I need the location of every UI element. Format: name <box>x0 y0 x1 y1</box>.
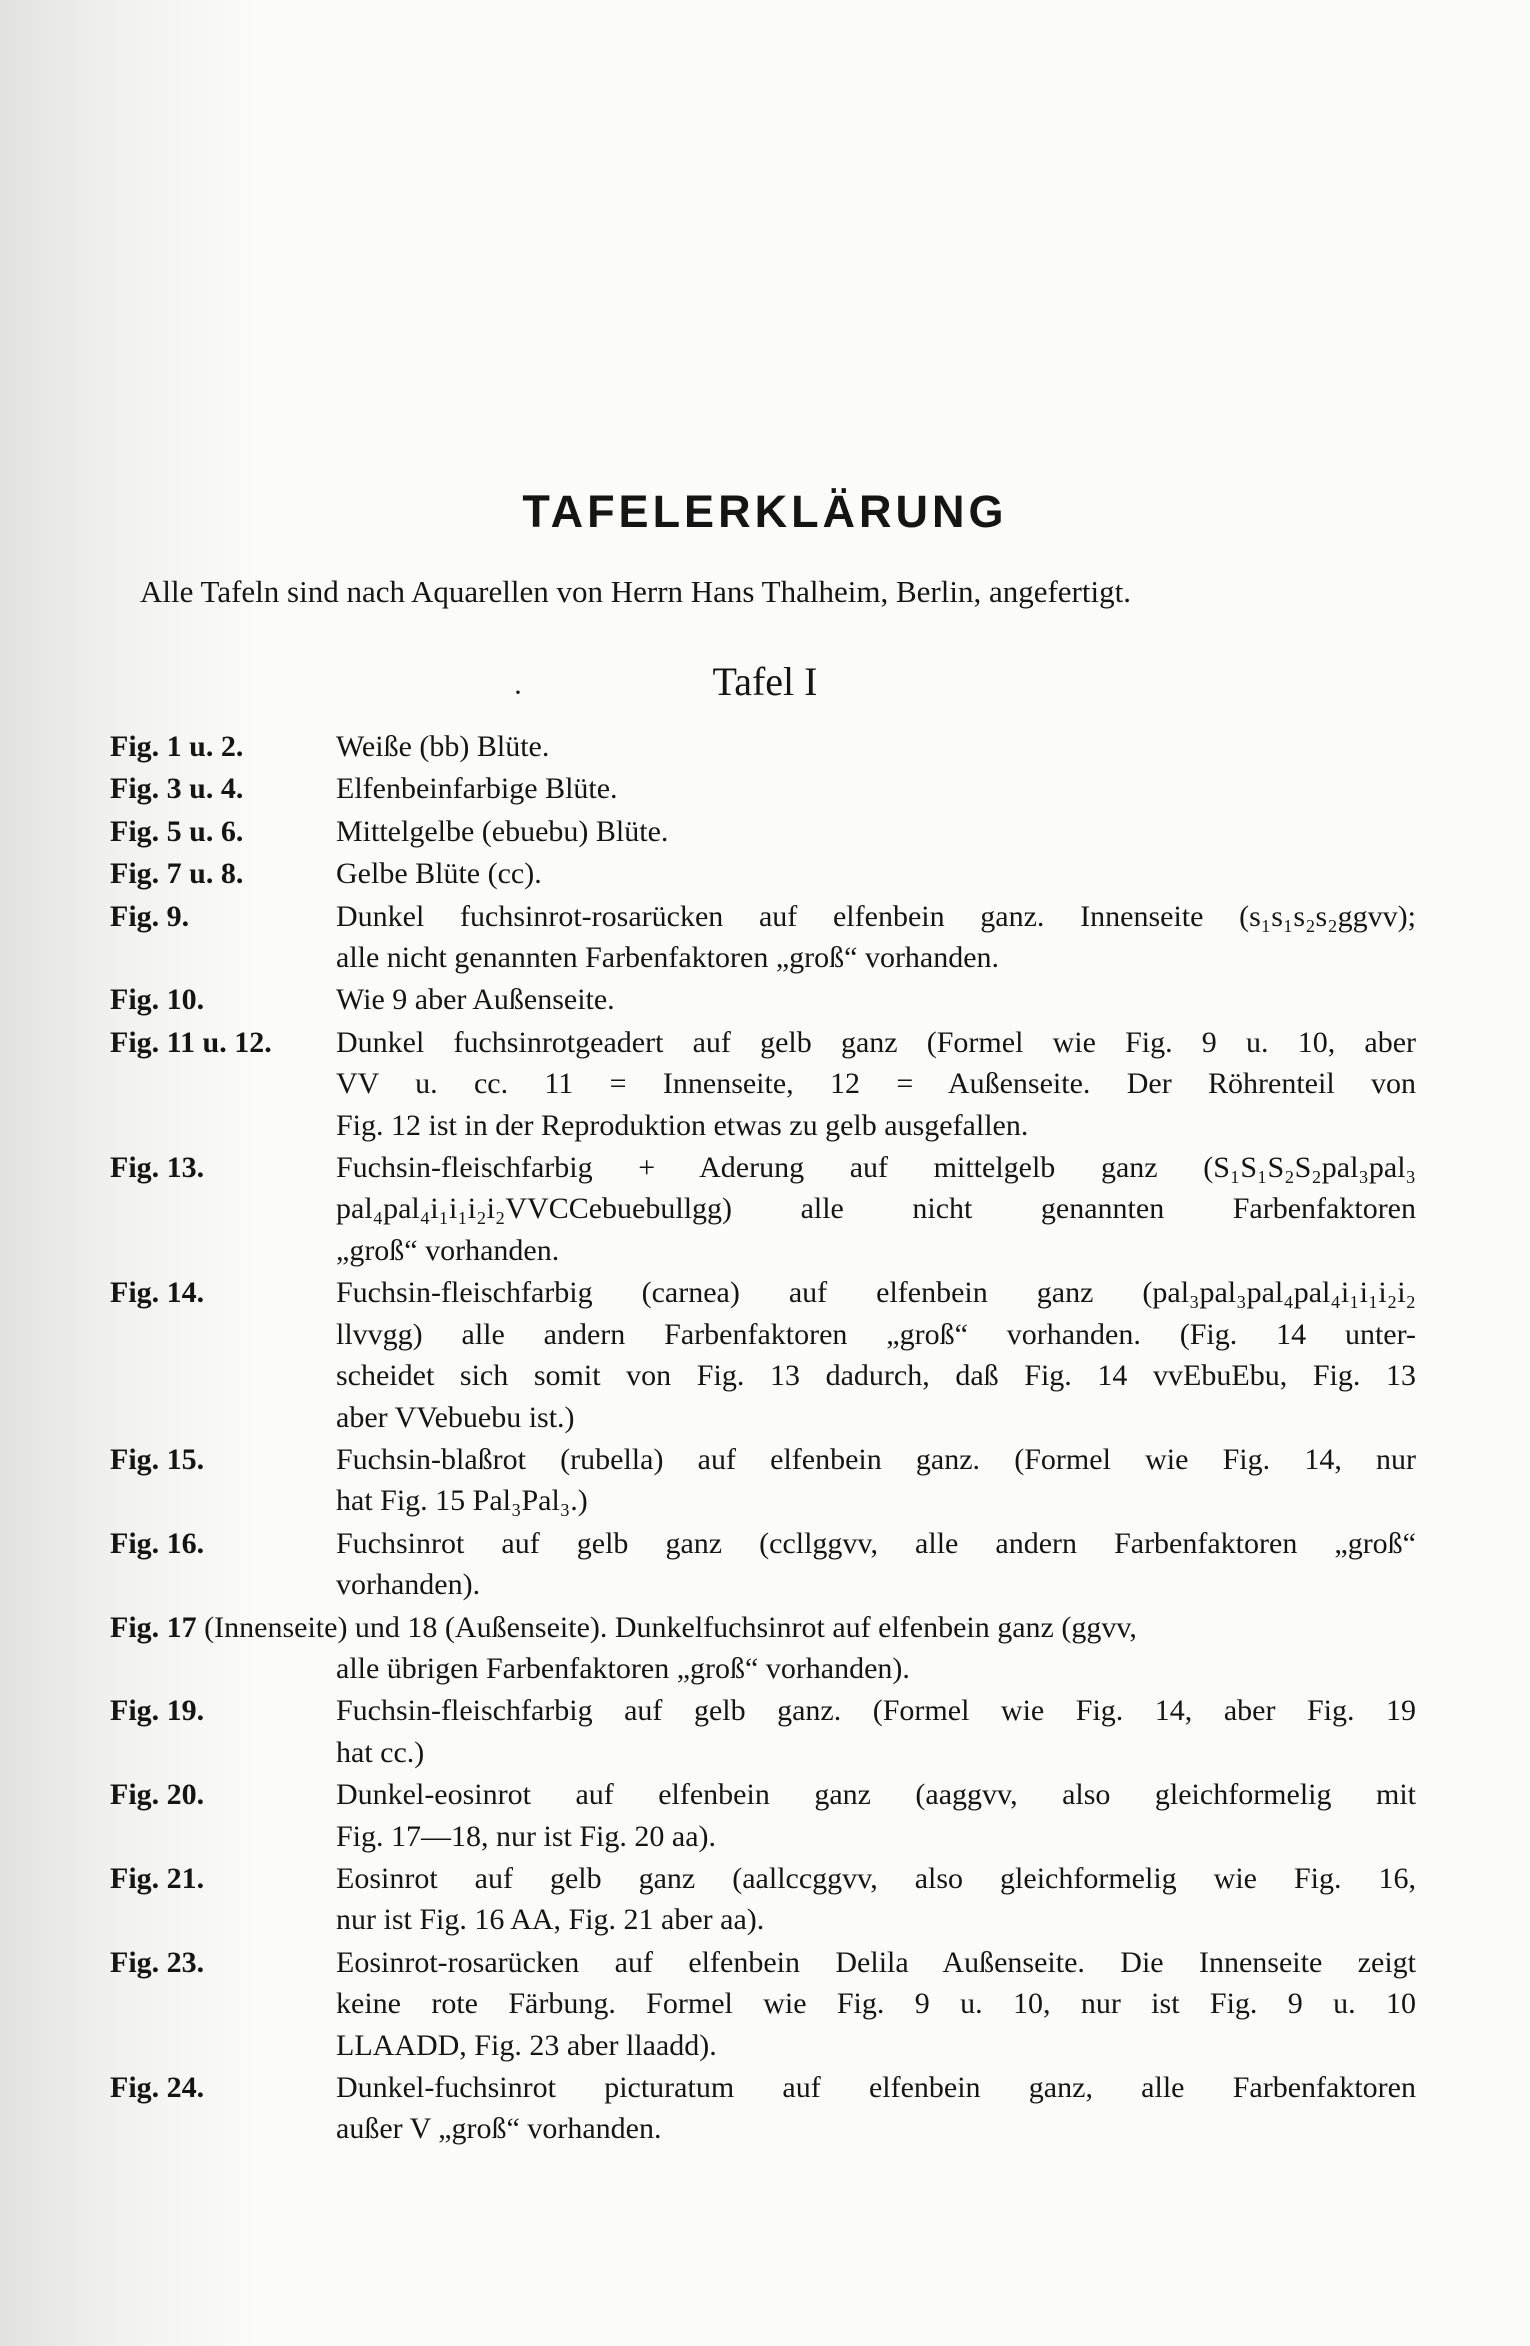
entry-text-line: VV u. cc. 11 = Innenseite, 12 = Außenseite. Der Röhrenteil von <box>336 1067 1416 1101</box>
figure-label: Fig. 15. <box>110 1442 205 1476</box>
figure-entry <box>0 1607 1530 1690</box>
entry-text-line: „groß“ vorhanden. <box>336 1233 560 1267</box>
entry-description <box>336 811 1416 852</box>
entry-text-line: Dunkel fuchsinrot-rosarücken auf elfenbein ganz. Innenseite (s₁s₁s₂s₂ggvv); <box>336 899 1416 933</box>
entry-text-line: Fuchsin-blaßrot (rubella) auf elfenbein ganz. (Formel wie Fig. 14, nur <box>336 1442 1416 1476</box>
entry-text-line: scheidet sich somit von Fig. 13 dadurch, daß Fig. 14 vvEbuEbu, Fig. 13 <box>336 1359 1416 1393</box>
entry-text-line: hat cc.) <box>336 1735 425 1769</box>
entry-text-line: Eosinrot-rosarücken auf elfenbein Delila Außenseite. Die Innenseite zeigt <box>336 1945 1416 1979</box>
figure-label: Fig. 23. <box>110 1945 205 1979</box>
figure-entry <box>0 1147 1530 1271</box>
stray-dot: · <box>513 676 523 709</box>
entry-text-line: Wie 9 aber Außenseite. <box>336 983 615 1017</box>
figure-entry <box>0 1774 1530 1857</box>
entry-text-line: keine rote Färbung. Formel wie Fig. 9 u. 10, nur ist Fig. 9 u. 10 <box>336 1987 1416 2021</box>
entry-description <box>336 853 1416 894</box>
entry-text-line: außer V „groß“ vorhanden. <box>336 2112 662 2146</box>
figure-label: Fig. 24. <box>110 2071 205 2104</box>
figure-label: Fig. 9. <box>110 899 190 933</box>
entry-description <box>336 2067 1416 2150</box>
figure-label: Fig. 7 u. 8. <box>110 857 244 891</box>
entry-text-line: Fuchsinrot auf gelb ganz (ccllggvv, alle andern Farbenfaktoren „groß“ <box>336 1526 1416 1560</box>
figure-entry <box>0 811 1530 852</box>
figure-label: Fig. 5 u. 6. <box>110 814 244 848</box>
entry-description <box>336 979 1416 1020</box>
entry-text: (Innenseite) und 18 (Außenseite). Dunkelfuchsinrot auf elfenbein ganz (ggvv, <box>196 1610 1137 1644</box>
figure-label: Fig. 20. <box>110 1778 205 1812</box>
entry-text-line: Dunkel-fuchsinrot picturatum auf elfenbein ganz, alle Farbenfaktoren <box>336 2071 1416 2104</box>
entry-text-line: llvvgg) alle andern Farbenfaktoren „groß“ vorhanden. (Fig. 14 unter- <box>336 1317 1416 1351</box>
figure-entry <box>0 1272 1530 1438</box>
figure-entry <box>0 1022 1530 1146</box>
entry-description <box>336 1648 1416 1689</box>
figure-legend-list <box>0 726 1530 2151</box>
figure-label: Fig. 10. <box>110 983 205 1017</box>
entry-description <box>336 1439 1416 1522</box>
entry-description <box>336 1147 1416 1271</box>
entry-description <box>336 1272 1416 1438</box>
entry-text-line: Eosinrot auf gelb ganz (aallccggvv, also gleichformelig wie Fig. 16, <box>336 1861 1416 1895</box>
entry-text-line: alle nicht genannten Farbenfaktoren „groß“ vorhanden. <box>336 941 1000 975</box>
entry-description <box>336 896 1416 979</box>
entry-text-line: Dunkel-eosinrot auf elfenbein ganz (aaggvv, also gleichformelig mit <box>336 1778 1416 1812</box>
page-heading: TAFELERKLÄRUNG <box>522 486 1008 537</box>
figure-entry <box>0 979 1530 1020</box>
entry-text-line: hat Fig. 15 Pal₃Pal₃.) <box>336 1484 588 1518</box>
entry-description <box>336 1690 1416 1773</box>
entry-text-line: Elfenbeinfarbige Blüte. <box>336 772 618 806</box>
entry-description <box>336 726 1416 767</box>
entry-text-line: Fig. 17—18, nur ist Fig. 20 aa). <box>336 1819 716 1853</box>
figure-label: Fig. 16. <box>110 1526 205 1560</box>
figure-entry <box>0 896 1530 979</box>
entry-text-line: Fuchsin-fleischfarbig (carnea) auf elfenbein ganz (pal₃pal₃pal₄pal₄i₁i₁i₂i₂ <box>336 1276 1416 1310</box>
entry-first-line <box>0 1607 1530 1648</box>
entry-description <box>336 1942 1416 2066</box>
entry-text-line: Fuchsin-fleischfarbig + Aderung auf mittelgelb ganz (S₁S₁S₂S₂pal₃pal₃ <box>336 1151 1416 1185</box>
figure-entry <box>0 1523 1530 1606</box>
figure-label: Fig. 21. <box>110 1861 205 1895</box>
figure-label: Fig. 13. <box>110 1151 205 1185</box>
figure-entry <box>0 726 1530 767</box>
entry-description <box>336 1858 1416 1941</box>
entry-text-line: alle übrigen Farbenfaktoren „groß“ vorhanden). <box>336 1651 910 1685</box>
entry-text-line: nur ist Fig. 16 AA, Fig. 21 aber aa). <box>336 1903 765 1937</box>
entry-text-line: vorhanden). <box>336 1568 481 1602</box>
figure-entry <box>0 1439 1530 1522</box>
entry-text-line: Mittelgelbe (ebuebu) Blüte. <box>336 814 669 848</box>
entry-text-line: LLAADD, Fig. 23 aber llaadd). <box>336 2028 717 2062</box>
figure-entry <box>0 1942 1530 2066</box>
entry-text-line: Weiße (bb) Blüte. <box>336 730 550 763</box>
figure-entry <box>0 853 1530 894</box>
entry-text-line: Fig. 12 ist in der Reproduktion etwas zu gelb ausgefallen. <box>336 1108 1029 1142</box>
entry-text-line: aber VVebuebu ist.) <box>336 1400 575 1434</box>
entry-text-line: pal₄pal₄i₁i₁i₂i₂VVCCebuebullgg) alle nicht genannten Farbenfaktoren <box>336 1192 1416 1226</box>
entry-description <box>336 1022 1416 1146</box>
figure-label: Fig. 17 <box>110 1610 197 1644</box>
entry-description <box>336 1523 1416 1606</box>
figure-label: Fig. 14. <box>110 1276 205 1310</box>
figure-label: Fig. 3 u. 4. <box>110 772 244 806</box>
entry-text-line: Dunkel fuchsinrotgeadert auf gelb ganz (Formel wie Fig. 9 u. 10, aber <box>336 1025 1416 1059</box>
plate-title: Tafel I <box>712 659 818 704</box>
entry-text-line: Fuchsin-fleischfarbig auf gelb ganz. (Formel wie Fig. 14, aber Fig. 19 <box>336 1694 1416 1728</box>
entry-description <box>336 1774 1416 1857</box>
figure-label: Fig. 19. <box>110 1694 205 1728</box>
intro-line: Alle Tafeln sind nach Aquarellen von Herrn Hans Thalheim, Berlin, angefertigt. <box>140 574 1131 609</box>
entry-description <box>336 768 1416 809</box>
figure-label: Fig. 1 u. 2. <box>110 730 244 763</box>
figure-entry <box>0 1690 1530 1773</box>
figure-entry <box>0 1858 1530 1941</box>
figure-entry <box>0 768 1530 809</box>
figure-label: Fig. 11 u. 12. <box>110 1025 272 1059</box>
figure-entry <box>0 2067 1530 2150</box>
entry-text-line: Gelbe Blüte (cc). <box>336 857 542 891</box>
